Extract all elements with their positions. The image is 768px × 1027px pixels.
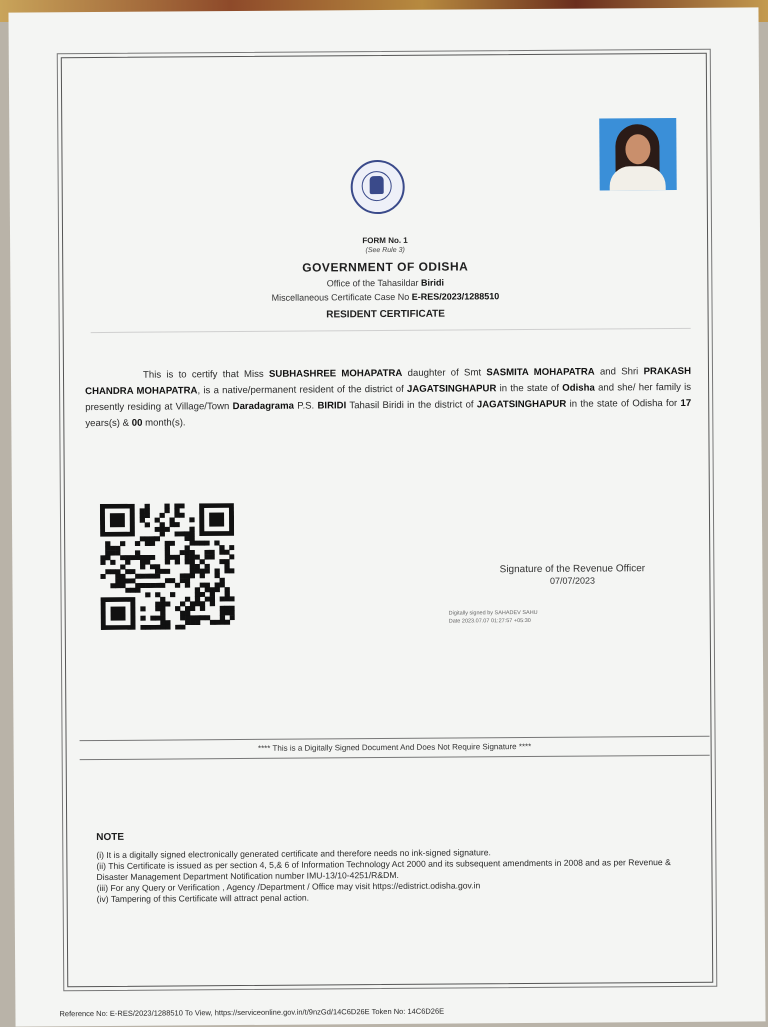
reference-footer: Reference No: E-RES/2023/1288510 To View, https://serviceonline.gov.in/t/9nzGd/14C6D26E Token No: 14C6D26E [59, 1006, 445, 1019]
government-title: GOVERNMENT OF ODISHA [302, 259, 469, 275]
odisha-emblem-icon [351, 160, 405, 214]
office-line: Office of the Tahasildar Biridi [326, 277, 445, 289]
signature-date: 07/07/2023 [549, 575, 595, 586]
note-item: (i) It is a digitally signed electronically generated certificate and therefore needs no ink-signed signature. [96, 847, 491, 861]
signature-title: Signature of the Revenue Officer [499, 563, 646, 576]
case-number-line: Miscellaneous Certificate Case No E-RES/2023/1288510 [271, 291, 500, 303]
digital-signature-banner: **** This is a Digitally Signed Document And Does Not Require Signature **** [80, 736, 710, 760]
qr-code [100, 503, 235, 630]
form-number: FORM No. 1 [362, 235, 408, 246]
certificate-body: This is to certify that Miss SUBHASHREE MOHAPATRA daughter of Smt SASMITA MOHAPATRA and Shri PRAKASH CHANDRA MOHAPATRA, is a native/permanent resident of the district of JAGATSINGHAPUR in the state of Odisha and she/ her family is presently residing at Village/Town Daradagrama P.S. BIRIDI Tahasil Biridi in the district of JAGATSINGHAPUR in the state of Odisha for 17 years(s) & 00 month(s). [85, 365, 692, 430]
digital-signature-stamp: Digitally signed by SAHADEV SAHU Date 2023.07.07 01:27:57 +05:30 [448, 609, 538, 625]
note-heading: NOTE [96, 831, 125, 844]
note-item: (ii) This Certificate is issued as per section 4, 5,& 6 of Information Technology Act 2000 and its subsequent amendments in 2008 and as per Revenue & Disaster Management Department Notification number IMU-13/10-4251/R&DM. [96, 857, 671, 883]
applicant-photo [599, 118, 677, 191]
signature-block [452, 563, 692, 587]
note-list [96, 846, 696, 905]
note-item: (iv) Tampering of this Certificate will attract penal action. [96, 892, 310, 905]
note-item: (iii) For any Query or Verification , Agency /Department / Office may visit https://edistrict.odisha.gov.in [96, 880, 481, 894]
rule-reference: (See Rule 3) [365, 246, 405, 255]
certificate-title: RESIDENT CERTIFICATE [326, 308, 445, 321]
certificate-sheet [8, 7, 765, 1026]
